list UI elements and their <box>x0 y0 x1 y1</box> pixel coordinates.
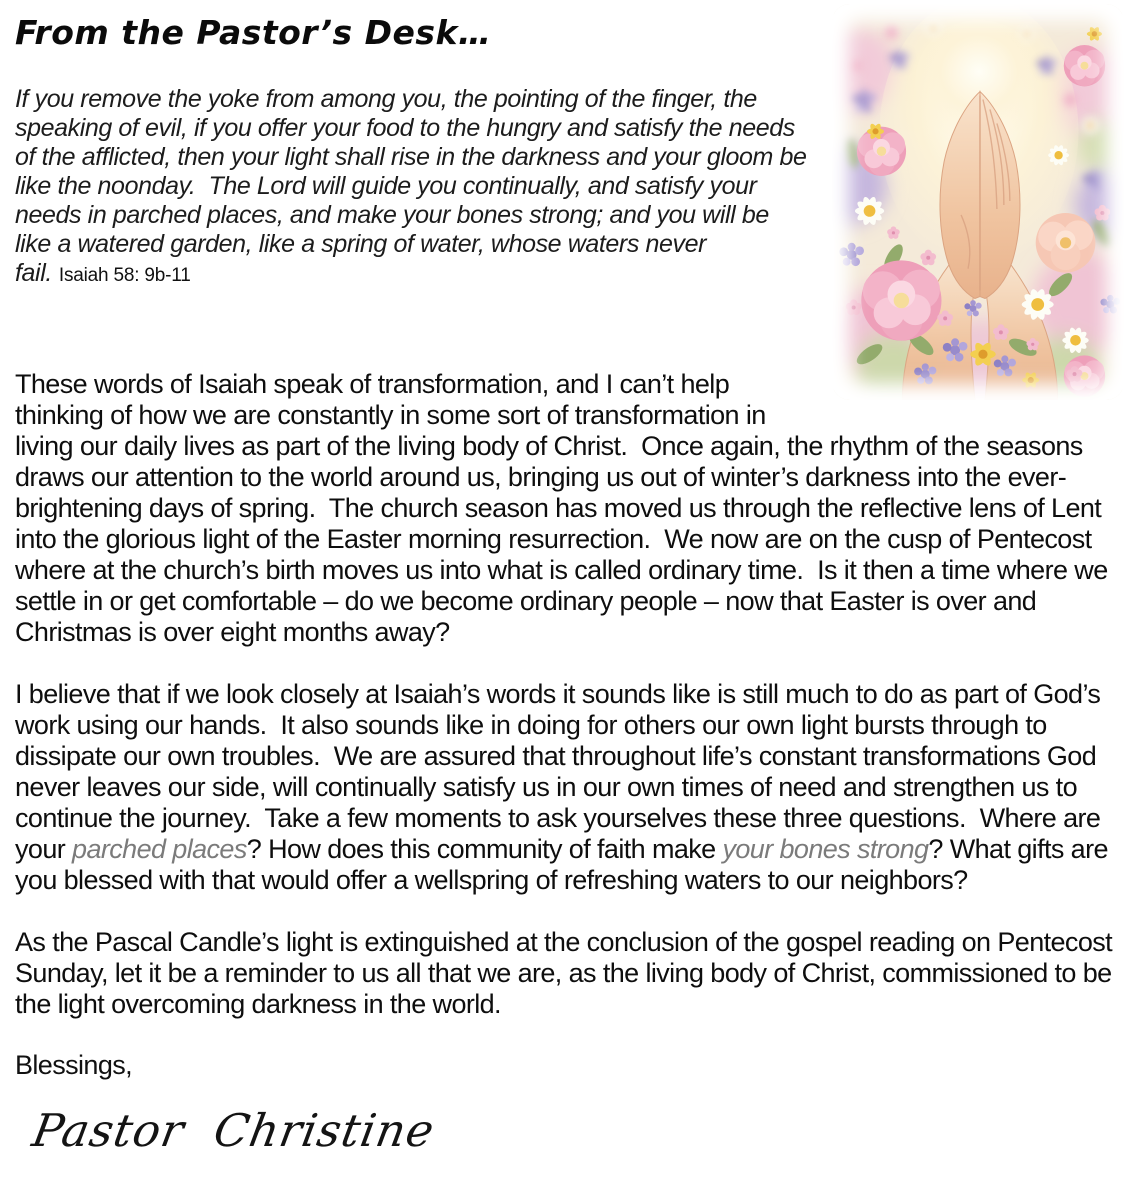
scripture-quote-text: If you remove the yoke from among you, the pointing of the finger, the speaking of evil, if you offer your food to the hungry and satisfy the needs of the afflicted, then your light shall rise in the darkness and your gloom be like the noonday. The Lord will guide you continually, and satisfy your needs in parched places, and make your bones strong; and you will be like a watered garden, like a spring of water, whose waters never fail. <box>15 85 814 287</box>
signature-pastor-christine: Pastor Christine <box>28 1104 439 1157</box>
paragraph-2-text-b: ? How does this community of faith make <box>246 834 723 864</box>
emphasis-your-bones-strong: your bones strong <box>722 834 929 864</box>
page-title: From the Pastor’s Desk… <box>15 13 492 52</box>
praying-hands-image <box>832 4 1124 400</box>
scripture-citation: Isaiah 58: 9b-11 <box>58 265 191 286</box>
body-paragraph-1: These words of Isaiah speak of transformation, and I can’t help thinking of how we are constantly in some sort of transformation in living our daily lives as part of the living body of Christ. Once again, the rhythm of the seasons draws our attention to the world around us, bringing us out of winter’s darkness into the ever-brightening days of spring. The church season has moved us through the reflective lens of Lent into the glorious light of the Easter morning resurrection. We now are on the cusp of Pentecost where at the church’s birth moves us into what is called ordinary time. Is it then a time where we settle in or get comfortable – do we become ordinary people – now that Easter is over and Christmas is over eight months away? <box>15 369 1115 647</box>
body-paragraph-2 <box>15 679 1124 896</box>
body-paragraph-3: As the Pascal Candle’s light is extinguished at the conclusion of the gospel reading on Pentecost Sunday, let it be a reminder to us all that we are, as the living body of Christ, commissioned to be the light overcoming darkness in the world. <box>15 927 1119 1019</box>
praying-hands-illustration <box>832 4 1124 400</box>
closing-blessings: Blessings, <box>15 1050 133 1080</box>
paragraph-2-text-c: ? What gifts are you blessed with that would offer a wellspring of refreshing waters to our neighbors? <box>15 834 1115 895</box>
emphasis-parched-places: parched places <box>72 834 247 864</box>
paragraph-2-text-a: I believe that if we look closely at Isaiah’s words it sounds like is still much to do as part of God’s work using our hands. It also sounds like in doing for others our own light bursts through to dissipate our own troubles. We are assured that throughout life’s constant transformations God never leaves our side, will continually satisfy us in our own times of need and strengthen us to continue the journey. Take a few moments to ask yourselves these three questions. Where are your <box>15 679 1108 864</box>
